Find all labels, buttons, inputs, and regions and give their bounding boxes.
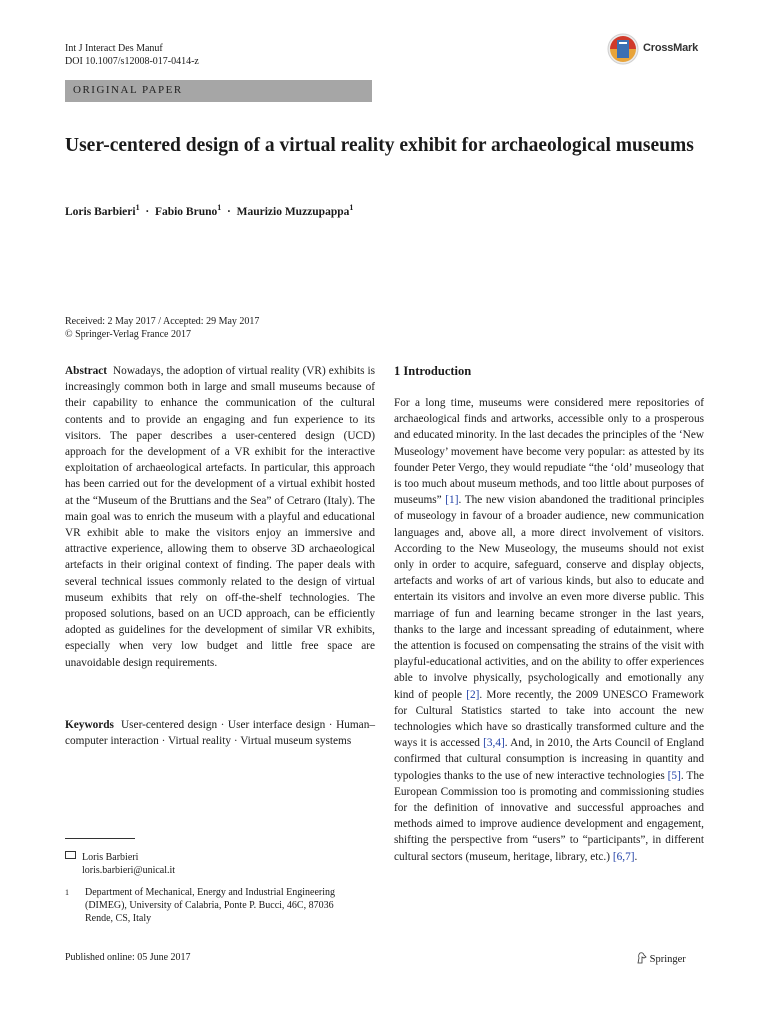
- doi[interactable]: DOI 10.1007/s12008-017-0414-z: [65, 56, 199, 67]
- crossmark-badge[interactable]: [607, 33, 725, 65]
- citation-link[interactable]: [3,4]: [483, 737, 505, 750]
- keywords: [65, 717, 375, 749]
- section-heading-introduction: 1 Introduction: [394, 364, 472, 378]
- author-affil-sup: 1: [349, 203, 354, 212]
- introduction-text: [394, 395, 704, 865]
- intro-text-segment: For a long time, museums were considered mere repositories of archaeological finds and artworks, accessible only to a prosperous and educated minority. In the last decades the principles of the ‘New Museology’ movement have become very popular: as attested by its founder Peter Vergo, they would repudiate “the ‘old’ museology that is too much about museum methods, and too little about purposes of museums”: [394, 397, 704, 507]
- contact-name: Loris Barbieri: [82, 852, 139, 863]
- author-name[interactable]: Maurizio Muzzupappa: [236, 205, 350, 218]
- author-affil-sup: 1: [135, 203, 140, 212]
- author-list: [65, 203, 353, 218]
- intro-text-segment: . The new vision abandoned the traditional principles of museology in favour of a broader audience, new communication languages and, above all, a more direct involvement of visitors. According to the New Museology, the museums should not exist only in order to acquire, safeguard, conserve and display objects, artefacts and works of art of various kinds, but also to educate and entertain its visitors and involve an even more diverse public. This marriage of fun and learning became stronger in the last years, thanks to the large and incessant spreading of edutainment, where the attention is focused on compensating the strains of the visit with playful-educational activities, and on the ability to offer experiences able to involve physically, psychologically and emotionally any kind of people: [394, 494, 704, 701]
- keywords-text: User-centered design · User interface design · Human–computer interaction · Virtual reality · Virtual museum systems: [65, 719, 375, 748]
- citation-link[interactable]: [5]: [667, 769, 681, 782]
- crossmark-label: CrossMark: [643, 42, 699, 54]
- citation-link[interactable]: [6,7]: [612, 850, 635, 863]
- author-name[interactable]: Fabio Bruno: [154, 205, 218, 218]
- published-online: Published online: 05 June 2017: [65, 952, 191, 963]
- affiliation-text: Department of Mechanical, Energy and Industrial Engineering (DIMEG), University of Calabria, Ponte P. Bucci, 46C, 87036 Rende, CS, Italy: [85, 887, 336, 924]
- intro-text-segment: . And, in 2010, the Arts Council of England confirmed that cultural consumption is increasing in quantity and typologies thanks to the use of new interactive technologies: [394, 737, 704, 782]
- footnote-divider: [65, 838, 135, 839]
- paper-title: User-centered design of a virtual reality exhibit for archaeological museums: [65, 135, 694, 156]
- author-name[interactable]: Loris Barbieri: [65, 205, 136, 218]
- affiliation-number: 1: [65, 888, 69, 897]
- intro-text-segment: . The European Commission too is promoting and commissioning studies for the definition of innovative and successful approaches and methods aimed to improve audience development and engagement, shifting the perspective from “users” to “participants”, in different cultural sectors (museum, heritage, library, etc.): [394, 769, 704, 863]
- envelope-icon: [65, 851, 76, 859]
- dates-block: [65, 315, 259, 341]
- received-accepted: Received: 2 May 2017 / Accepted: 29 May 2017: [65, 316, 260, 327]
- springer-label: Springer: [649, 954, 686, 965]
- abstract-text: Nowadays, the adoption of virtual reality (VR) exhibits is increasingly common both in large and small museums because of their capability to enhance the communication of the cultural contents and to provide an engaging and fun experience to its visitors. The paper describes a user-centered design (UCD) approach for the development of a VR exhibit for the interactive exploitation of archaeological artefacts. In particular, this approach has been carried out for the development of a virtual exhibit hosted at the “Museum of the Bruttians and the Sea” of Cetraro (Italy). The main goal was to enrich the museum with a playful and educational VR exhibit able to make the visitors enjoy an immersive and attractive experience, allowing them to observe 3D archaeological artefacts in their original context of finding. The paper deals with several technical issues commonly related to the design of virtual museum exhibits that rely on off-the-shelf technologies. The proposed solutions, based on an UCD approach, can be efficiently adopted as guidelines for the development of similar VR exhibits, especially when very low budget and little free space are unavoidable design requirements.: [65, 365, 375, 669]
- keywords-label: Keywords: [65, 719, 114, 731]
- intro-text-segment: . More recently, the 2009 UNESCO Framework for Cultural Statistics started to take into account the new technologies which have so drastically transformed culture and the ways it is accessed: [394, 688, 704, 750]
- publisher-mark: [636, 952, 686, 965]
- journal-name: Int J Interact Des Manuf: [65, 43, 163, 54]
- author-separator: ·: [145, 205, 150, 218]
- corresponding-author: [65, 851, 175, 877]
- affiliation: [65, 886, 355, 926]
- intro-text-segment: .: [634, 850, 638, 863]
- author-separator: ·: [227, 205, 231, 218]
- author-affil-sup: 1: [217, 203, 222, 212]
- abstract: [65, 363, 375, 671]
- abstract-label: Abstract: [65, 365, 108, 377]
- citation-link[interactable]: [2]: [466, 688, 480, 701]
- crossmark-icon: [607, 33, 639, 65]
- article-type-label: ORIGINAL PAPER: [73, 84, 183, 96]
- copyright: © Springer-Verlag France 2017: [65, 329, 191, 340]
- citation-link[interactable]: [1]: [445, 494, 459, 507]
- springer-horse-icon: [636, 952, 647, 964]
- contact-email[interactable]: loris.barbieri@unical.it: [82, 865, 176, 876]
- article-type-band: [65, 80, 372, 102]
- journal-header: [65, 42, 199, 68]
